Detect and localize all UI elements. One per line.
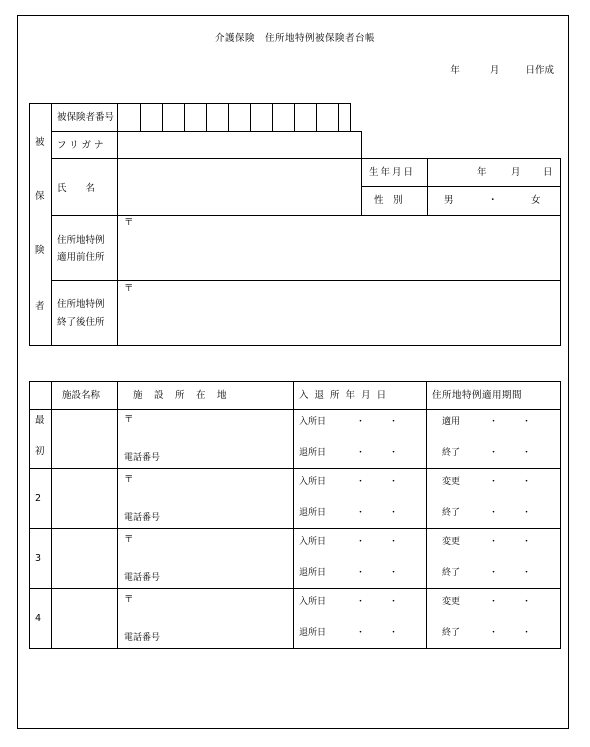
row-label-bottom: 2 — [35, 493, 42, 504]
addr-after-label-1: 住所地特例 — [57, 299, 105, 310]
admission-label: 入所日 — [299, 477, 327, 487]
addr-after-label-2: 終了後住所 — [57, 317, 105, 328]
birth-year-label: 年 — [477, 167, 487, 178]
in-out-date-header: 入 退 所 年 月 日 — [299, 390, 388, 401]
dot: ・ — [489, 537, 499, 547]
sex-separator: ・ — [488, 195, 498, 206]
dot: ・ — [389, 597, 399, 607]
postal-mark: 〒 — [124, 474, 134, 485]
period-start-label: 変更 — [442, 477, 461, 487]
row-label-bottom: 初 — [35, 446, 45, 457]
phone-label: 電話番号 — [124, 453, 161, 463]
dot: ・ — [389, 477, 399, 487]
postal-mark: 〒 — [124, 594, 134, 605]
dot: ・ — [356, 628, 366, 638]
facility-name-header: 施設名称 — [62, 390, 101, 401]
special-period-header: 住所地特例適用期間 — [432, 390, 523, 401]
insured-number-label: 被保険者番号 — [57, 112, 115, 123]
dot: ・ — [489, 508, 499, 518]
birth-date-label: 生年月日 — [369, 167, 416, 178]
period-end-label: 終了 — [442, 628, 461, 638]
dot: ・ — [389, 568, 399, 578]
period-start-label: 変更 — [442, 597, 461, 607]
table-row — [0, 529, 590, 589]
period-end-label: 終了 — [442, 448, 461, 458]
phone-label: 電話番号 — [124, 513, 161, 523]
dot: ・ — [489, 568, 499, 578]
period-start-label: 適用 — [442, 417, 461, 427]
discharge-label: 退所日 — [299, 448, 327, 458]
table-row — [0, 409, 590, 469]
dot: ・ — [489, 477, 499, 487]
dot: ・ — [522, 477, 532, 487]
dot: ・ — [489, 448, 499, 458]
birth-day-label: 日 — [543, 167, 553, 178]
row-label-bottom: 4 — [35, 613, 42, 624]
dot: ・ — [389, 508, 399, 518]
dot: ・ — [356, 448, 366, 458]
dot: ・ — [356, 508, 366, 518]
side-label-3: 険 — [35, 245, 45, 256]
dot: ・ — [356, 477, 366, 487]
dot: ・ — [389, 628, 399, 638]
discharge-label: 退所日 — [299, 628, 327, 638]
dot: ・ — [522, 628, 532, 638]
year-label: 年 — [450, 65, 460, 76]
admission-label: 入所日 — [299, 417, 327, 427]
side-label-4: 者 — [35, 301, 45, 312]
dot: ・ — [522, 448, 532, 458]
name-label: 氏 名 — [57, 183, 96, 194]
period-end-label: 終了 — [442, 568, 461, 578]
dot: ・ — [522, 417, 532, 427]
facility-address-header: 施 設 所 在 地 — [133, 390, 228, 401]
dot: ・ — [356, 568, 366, 578]
dot: ・ — [522, 508, 532, 518]
row-label-top: 最 — [35, 415, 45, 426]
birth-month-label: 月 — [511, 167, 521, 178]
page-title: 介護保険 住所地特例被保険者台帳 — [214, 33, 375, 44]
postal-mark: 〒 — [124, 534, 134, 545]
addr-before-label-1: 住所地特例 — [57, 235, 105, 246]
sex-label: 性 別 — [374, 195, 403, 206]
dot: ・ — [389, 448, 399, 458]
phone-label: 電話番号 — [124, 633, 161, 643]
table-row — [0, 589, 590, 649]
dot: ・ — [356, 417, 366, 427]
dot: ・ — [522, 537, 532, 547]
month-label: 月 — [489, 65, 500, 76]
phone-label: 電話番号 — [124, 573, 161, 583]
discharge-label: 退所日 — [299, 508, 327, 518]
discharge-label: 退所日 — [299, 568, 327, 578]
table-row — [0, 469, 590, 529]
dot: ・ — [489, 597, 499, 607]
admission-label: 入所日 — [299, 537, 327, 547]
addr-before-label-2: 適用前住所 — [57, 252, 105, 263]
side-label-1: 被 — [35, 137, 45, 148]
dot: ・ — [356, 537, 366, 547]
postal-mark: 〒 — [124, 414, 134, 425]
sex-female-option: 女 — [531, 195, 541, 206]
dot: ・ — [389, 537, 399, 547]
sex-male-option: 男 — [444, 195, 454, 206]
creation-date — [450, 62, 554, 76]
day-label: 日作成 — [525, 65, 554, 76]
furigana-label: フリガナ — [57, 140, 107, 151]
postal-mark-after: 〒 — [124, 283, 134, 294]
period-start-label: 変更 — [442, 537, 461, 547]
period-end-label: 終了 — [442, 508, 461, 518]
dot: ・ — [389, 417, 399, 427]
dot: ・ — [356, 597, 366, 607]
dot: ・ — [489, 628, 499, 638]
dot: ・ — [522, 597, 532, 607]
row-label-bottom: 3 — [35, 553, 42, 564]
admission-label: 入所日 — [299, 597, 327, 607]
side-label-2: 保 — [35, 191, 45, 202]
dot: ・ — [489, 417, 499, 427]
dot: ・ — [522, 568, 532, 578]
postal-mark-before: 〒 — [124, 217, 134, 228]
